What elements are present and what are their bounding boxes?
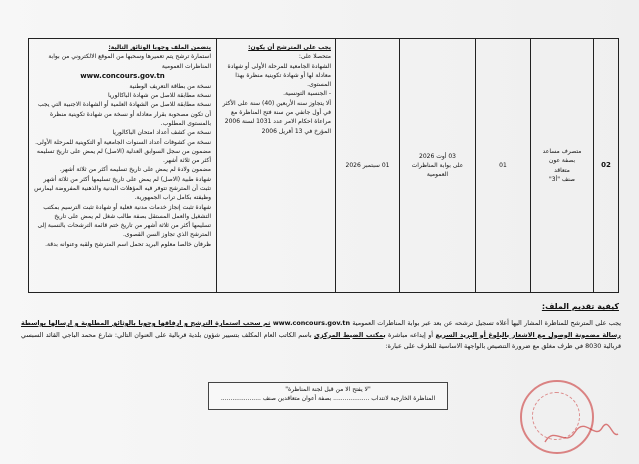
deadline: 01 سبتمبر 2026 [336,39,400,293]
job-title-cell [531,39,594,293]
envelope-notice-box [208,382,448,410]
conditions-cell [217,39,336,293]
positions-count: 01 [476,39,531,293]
document-item: مضمون من سجل السوابق العدلية (الاصل) لم يمض على تاريخ تسليمه أكثر من ثلاثة أشهر. [36,147,211,165]
job-title-line: متعاقد [554,166,570,174]
document-item: مضمون ولادة لم يمض على تاريخ تسليمه أكثر من ثلاثة أشهر. [59,166,211,174]
contest-date-line: على بوابة المناظرات [411,161,464,169]
document-item: نسخة من بطاقة التعريف الوطنية [129,82,211,90]
instructions-bold: بمكتب الضبط المركزي [314,330,386,339]
contest-date-line: 03 أوت 2026 [419,152,456,160]
condition-item: الشهادة الجامعية للمرحلة الأولى أو شهادة معادلة لها أو شهادة تكوينية منظرة بهذا المستوى. [227,62,331,89]
document-item: نسخة مطابقة للاصل من الشهادة العلمية أو الشهادة الاجنبية التي يجب أن تكون مصحوبة بقرار معادلة أو نسخة من شهادة تكوينية منظرة بالمستوى المطلوب. [37,101,211,127]
row-number: 02 [594,39,619,293]
documents-cell [29,39,217,293]
how-to-apply-text [21,318,621,353]
job-title-line: متصرف مساعد [542,147,582,155]
document-item: ظرفان خالصا معلوم البريد تحمل اسم المترشح ولقبه وعنوانه بدقة. [45,240,211,248]
document-item: نسخة مطابقة للاصل من شهادة الباكالوريا [108,92,211,100]
instructions-part: باسم الكاتب العام المكلف بتسيير شؤون بلدية قربالية على العنوان التالي: شارع محمد الباجي القائد السبسي قربالية 8030 في ظرف مغلق مع ضرورة التنصيص بالواجهة الاساسية للظرف على عبارة: [21,330,621,351]
table-row [29,39,619,293]
job-title-line: صنف "أ3" [548,175,576,183]
conditions-title: يجب على المترشح أن يكون: [248,44,331,51]
job-title-line: بصفة عون [548,157,576,165]
notice-line: المناظرة الخارجية لانتداب ................... بصفة أعوان متعاقدين صنف ..................... [220,395,436,402]
condition-item: متحصلا على: [298,53,331,61]
documents-title: يتضمن الملف وجوبا الوثائق التالية: [108,44,211,51]
document-item: شهادة تثبت إنجاز خدمات مدنية فعلية أو شهادة تثبت الترسيم بمكتب التشغيل والعمل المستقل بصفة طالب شغل لم يمض على تاريخ تسليمها أكثر من ثلاثة أشهر من تاريخ ختم قائمة الترشحات بالنسبة إلى المترشح الذي تجاوز السن القصوى. [37,203,211,239]
documents-list [34,52,211,249]
instructions-part: أو إيداعه مباشرة [388,330,434,339]
documents-intro: استمارة ترشح يتم تعميرها وسحبها من الموقع الالكتروني من بوابة المناظرات العمومية [48,53,211,70]
instructions-part: يجب على المترشح للمناظرة المشار اليها أعلاه تسجيل ترشحه عن بعد عبر بوابة المناظرات العمومية [352,319,621,327]
instructions-url: www.concours.gov.tn [272,319,351,327]
instructions-bold: ثم سحب استمارة الترشح و ارفاقها وجوبا بالوثائق المطلوبة و ارسالها بواسطة رسالة مضمونة الوصول مع الاشعار بالبلوغ أو البريد السريع [21,319,621,339]
condition-item: - الجنسية التونسية. [283,90,331,98]
document-item: شهادة طبية (الاصل) لم يمض على تاريخ تسليمها أكثر من ثلاثة أشهر تثبت أن المترشح تتوفر فيه المؤهلات البدنية والذهنية المفروضة ليمارس وظيفته بكامل تراب الجمهورية. [34,175,211,202]
document-item: نسخة من كشف أعداد امتحان الباكالوريا [112,129,211,137]
contest-table [28,38,619,293]
signature [540,420,620,450]
how-to-apply-title: كيفية تقديم الملف: [541,302,619,311]
contest-date-cell [400,39,476,293]
portal-url: www.concours.gov.tn [80,71,165,80]
condition-item: ألا يتجاوز سنه الأربعين (40) سنة على الأكثر في أول جانفي من سنة فتح المناظرة مع مراعاة احكام الامر عدد 1031 لسنة 2006 المؤرخ في 13 أفريل 2006 [222,99,331,135]
contest-date-line: العمومية [426,171,449,179]
document-item: نسخة من كشوفات أعداد السنوات الجامعية أو التكوينية للمرحلة الأولى. [35,138,211,146]
notice-line: "لا يفتح الا من قبل لجنة المناظرة" [285,386,371,393]
